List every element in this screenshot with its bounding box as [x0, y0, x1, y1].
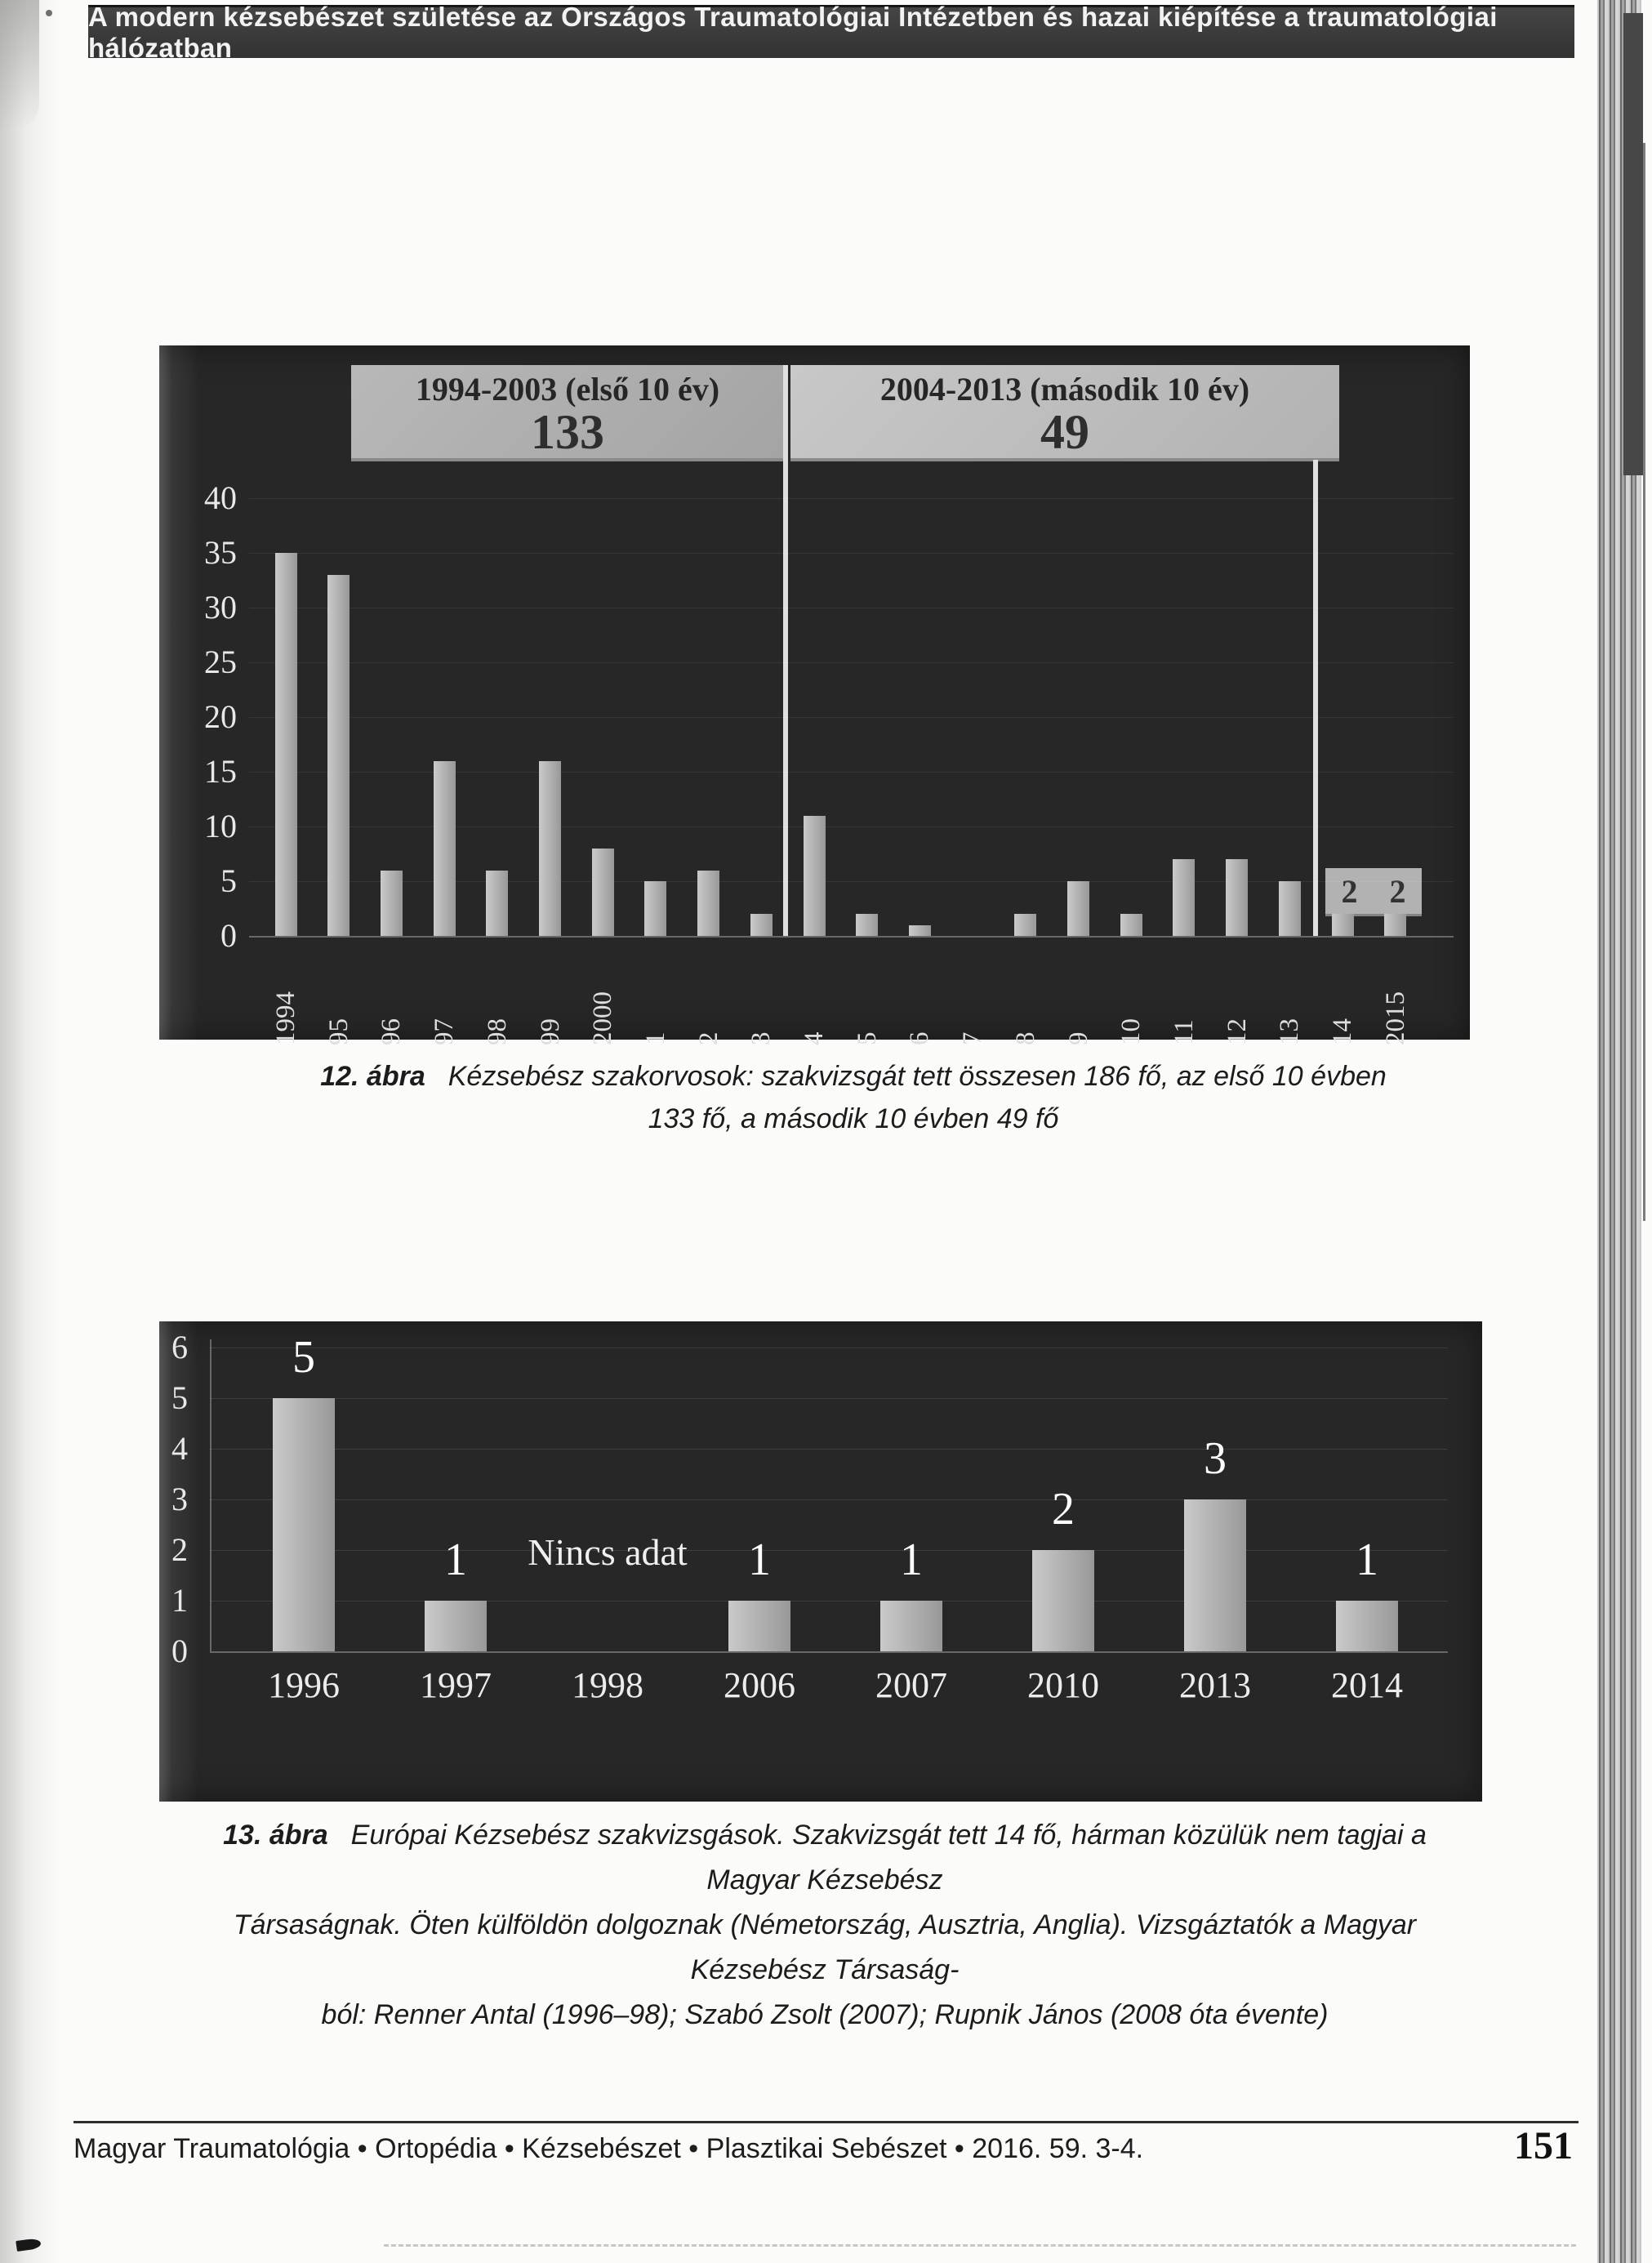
bar-1996 — [273, 1398, 335, 1651]
bar-2013 — [1184, 1499, 1246, 1651]
bar-1 — [644, 881, 666, 936]
bar-14 — [1332, 914, 1354, 936]
right-binding-thin-line — [1643, 143, 1645, 1221]
gridline-20 — [249, 717, 1454, 718]
bar-value-label-2006: 1 — [748, 1535, 771, 1585]
x-axis-label-12: 12 — [1222, 1018, 1252, 1045]
bar-12 — [1226, 859, 1248, 936]
y-axis-line — [210, 1339, 212, 1651]
gridline-35 — [249, 553, 1454, 554]
bar-95 — [327, 575, 350, 936]
bar-value-label-2010: 2 — [1052, 1484, 1075, 1535]
y-axis-tick-5: 5 — [171, 1379, 188, 1416]
top-left-scan-smudge — [0, 0, 39, 131]
y-axis-tick-6: 6 — [171, 1329, 188, 1365]
x-axis-label-2010: 2010 — [1027, 1665, 1099, 1705]
period-label: 2004-2013 (második 10 év) — [879, 371, 1250, 408]
x-axis-label-1994: 1994 — [271, 991, 301, 1045]
x-axis-label-1: 1 — [640, 1031, 670, 1045]
bar-2015 — [1384, 914, 1406, 936]
bar-value-label-2015: 2 — [1389, 872, 1406, 910]
gridline-5 — [249, 881, 1454, 882]
figure12-caption-text: Kézsebész szakorvosok: szakvizsgát tett összesen 186 fő, az első 10 évben — [448, 1061, 1387, 1092]
y-axis-tick-35: 35 — [204, 534, 237, 571]
gridline-25 — [249, 662, 1454, 663]
y-axis-tick-0: 0 — [171, 1633, 188, 1669]
period-box-second-decade — [790, 365, 1339, 461]
y-axis-tick-15: 15 — [204, 753, 237, 790]
figure13-caption-label: 13. ábra — [223, 1820, 328, 1851]
bar-1994 — [275, 553, 297, 936]
right-binding-dark-block — [1623, 13, 1643, 475]
x-axis-label-99: 99 — [535, 1018, 565, 1045]
x-axis-label-2014: 2014 — [1331, 1665, 1403, 1705]
figure12-chart — [159, 345, 1470, 1045]
bar-2007 — [880, 1601, 942, 1651]
figure13-caption-text2: Társaságnak. Öten külföldön dolgoznak (Németország, Ausztria, Anglia). Vizsgáztatók a Magyar Kézsebész Társaság- — [233, 1909, 1417, 1985]
running-head-bar — [88, 2, 1574, 63]
period-total: 49 — [1040, 405, 1089, 459]
bar-3 — [750, 914, 773, 936]
gridline-40 — [249, 498, 1454, 499]
bar-value-label-1997: 1 — [444, 1535, 467, 1585]
y-axis-tick-2: 2 — [171, 1531, 188, 1568]
x-axis-label-6: 6 — [905, 1031, 935, 1045]
y-axis-tick-30: 30 — [204, 589, 237, 626]
bar-5 — [856, 914, 878, 936]
x-axis-label-2: 2 — [693, 1031, 724, 1045]
x-axis-label-95: 95 — [323, 1018, 354, 1045]
gridline-3 — [210, 1499, 1448, 1500]
x-axis-label-13: 13 — [1275, 1018, 1305, 1045]
x-axis-label-2013: 2013 — [1179, 1665, 1251, 1705]
bar-11 — [1173, 859, 1195, 936]
bar-value-label-1996: 5 — [292, 1332, 315, 1383]
bar-value-label-2014: 2 — [1341, 872, 1358, 910]
bar-value-label-2013: 3 — [1204, 1433, 1227, 1484]
bar-8 — [1014, 914, 1036, 936]
bar-2014 — [1336, 1601, 1398, 1651]
period-total: 133 — [531, 405, 604, 459]
x-axis-label-2000: 2000 — [588, 991, 618, 1045]
left-scan-shadow — [0, 0, 59, 2263]
x-axis-label-5: 5 — [852, 1031, 882, 1045]
x-axis-label-1997: 1997 — [420, 1665, 492, 1705]
y-axis-tick-5: 5 — [220, 862, 237, 899]
x-axis-label-9: 9 — [1063, 1031, 1093, 1045]
bar-2000 — [592, 849, 614, 936]
no-data-label-1998: Nincs adat — [528, 1531, 688, 1573]
x-axis-label-14: 14 — [1328, 1018, 1357, 1045]
bottom-scan-dashes — [384, 2244, 1576, 2247]
figure12-caption — [233, 1055, 1474, 1140]
x-axis-baseline — [210, 1651, 1448, 1653]
decade-divider-line-2 — [1313, 460, 1318, 936]
bar-13 — [1279, 881, 1301, 936]
bar-2006 — [728, 1601, 790, 1651]
gridline-10 — [249, 826, 1454, 827]
bar-97 — [434, 761, 456, 936]
footer-rule — [73, 2121, 1579, 2123]
y-axis-tick-40: 40 — [204, 479, 237, 516]
x-axis-label-1998: 1998 — [572, 1665, 643, 1705]
y-axis-tick-1: 1 — [171, 1582, 188, 1619]
figure13-caption-text3: ból: Renner Antal (1996–98); Szabó Zsolt (2007); Rupnik János (2008 óta évente) — [321, 1999, 1329, 2030]
x-axis-label-7: 7 — [958, 1031, 988, 1045]
x-axis-label-2015: 2015 — [1380, 991, 1410, 1045]
x-axis-label-1996: 1996 — [268, 1665, 340, 1705]
bar-2 — [697, 871, 719, 936]
bar-2010 — [1032, 1550, 1094, 1651]
annotation-box-2014-2015 — [1325, 868, 1422, 916]
x-axis-label-98: 98 — [482, 1018, 512, 1045]
period-box-first-decade — [351, 365, 784, 461]
x-axis-label-10: 10 — [1116, 1018, 1147, 1045]
gridline-15 — [249, 772, 1454, 773]
decade-divider-line-1 — [783, 365, 788, 936]
x-axis-label-4: 4 — [799, 1031, 829, 1045]
bar-value-label-2007: 1 — [900, 1535, 923, 1585]
journal-footer: Magyar Traumatológia • Ortopédia • Kézsebészet • Plasztikai Sebészet • 2016. 59. 3-4. — [73, 2133, 1144, 2164]
article-title: A modern kézsebészet születése az Országos Traumatológiai Intézetben és hazai kiépítése a traumatológiai hálózatban — [88, 2, 1498, 63]
y-axis-tick-20: 20 — [204, 698, 237, 735]
x-axis-label-2007: 2007 — [875, 1665, 947, 1705]
bar-96 — [381, 871, 403, 936]
ink-speck — [46, 10, 52, 16]
bar-value-label-2014: 1 — [1356, 1535, 1378, 1585]
bar-98 — [486, 871, 508, 936]
y-axis-tick-4: 4 — [171, 1430, 188, 1467]
x-axis-label-97: 97 — [430, 1018, 460, 1045]
bar-10 — [1120, 914, 1142, 936]
x-axis-label-2006: 2006 — [724, 1665, 795, 1705]
y-axis-tick-0: 0 — [220, 917, 237, 954]
gridline-5 — [210, 1398, 1448, 1399]
y-axis-tick-25: 25 — [204, 644, 237, 680]
x-axis-baseline — [249, 936, 1454, 938]
figure13-caption-text: Európai Kézsebész szakvizsgások. Szakvizsgát tett 14 fő, hárman közülük nem tagjai a Magyar Kézsebész — [350, 1820, 1427, 1895]
figure13-chart — [159, 1321, 1482, 1802]
bar-9 — [1067, 881, 1089, 936]
period-label: 1994-2003 (első 10 év) — [415, 371, 720, 408]
bar-6 — [909, 925, 931, 936]
x-axis-label-3: 3 — [746, 1031, 777, 1045]
x-axis-label-8: 8 — [1010, 1031, 1040, 1045]
y-axis-tick-3: 3 — [171, 1481, 188, 1517]
y-axis-tick-10: 10 — [204, 808, 237, 844]
bar-1997 — [425, 1601, 487, 1651]
figure12-caption-text2: 133 fő, a második 10 évben 49 fő — [648, 1103, 1059, 1134]
x-axis-label-11: 11 — [1169, 1019, 1199, 1045]
figure12-caption-label: 12. ábra — [320, 1061, 425, 1092]
bar-4 — [804, 816, 826, 936]
bar-99 — [539, 761, 561, 936]
figure13-caption — [200, 1813, 1449, 2038]
page-number: 151 — [1514, 2124, 1573, 2167]
x-axis-label-96: 96 — [376, 1018, 407, 1045]
